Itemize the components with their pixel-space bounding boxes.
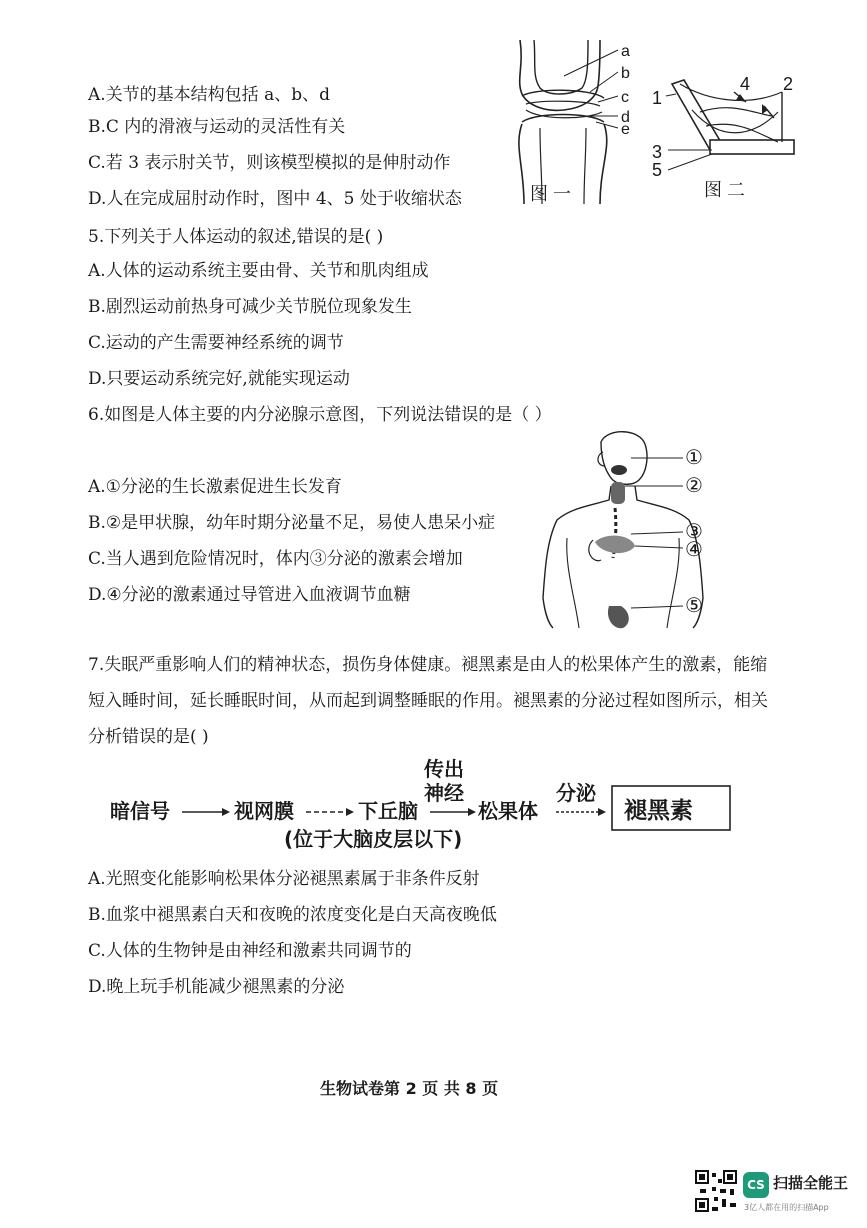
flow-hypothalamus-note: (位于大脑皮层以下) bbox=[284, 827, 463, 851]
page-footer: 生物试卷第 2 页 共 8 页 bbox=[320, 1079, 499, 1098]
fig1-caption: 图 一 bbox=[530, 184, 572, 204]
gland-label-2: ② bbox=[685, 475, 703, 497]
fig1-label-a: a bbox=[621, 43, 630, 60]
flow-arrow-label-secrete: 分泌 bbox=[556, 781, 596, 805]
fig2-label-5: 5 bbox=[652, 160, 663, 180]
q5-option-c: C.运动的产生需要神经系统的调节 bbox=[88, 333, 344, 353]
q5-option-b: B.剧烈运动前热身可减少关节脱位现象发生 bbox=[88, 297, 412, 317]
q7-option-d: D.晚上玩手机能减少褪黑素的分泌 bbox=[88, 977, 345, 997]
q6-option-b: B.②是甲状腺，幼年时期分泌量不足，易使人患呆小症 bbox=[88, 513, 496, 533]
flow-arrow-label-line-1: 传出 bbox=[424, 757, 464, 781]
q6-stem: 6.如图是人体主要的内分泌腺示意图，下列说法错误的是（ ） bbox=[88, 405, 552, 425]
flow-step-retina: 视网膜 bbox=[234, 799, 294, 823]
scanner-logo-icon: CS bbox=[743, 1172, 769, 1198]
fig2-label-2: 2 bbox=[783, 74, 794, 94]
scanner-tagline: 3亿人都在用的扫描App bbox=[744, 1203, 829, 1212]
q4-option-b: B.C 内的滑液与运动的灵活性有关 bbox=[88, 117, 346, 137]
q6-option-a: A.①分泌的生长激素促进生长发育 bbox=[88, 477, 342, 497]
flow-product-melatonin: 褪黑素 bbox=[624, 798, 693, 824]
flow-step-pineal: 松果体 bbox=[478, 799, 538, 823]
endocrine-glands-diagram bbox=[535, 428, 715, 634]
q4-option-d: D.人在完成屈肘动作时，图中 4、5 处于收缩状态 bbox=[88, 189, 462, 209]
q7-option-a: A.光照变化能影响松果体分泌褪黑素属于非条件反射 bbox=[88, 869, 480, 889]
q7-option-c: C.人体的生物钟是由神经和激素共同调节的 bbox=[88, 941, 412, 961]
fig1-label-d: d bbox=[621, 109, 630, 126]
q5-option-d: D.只要运动系统完好,就能实现运动 bbox=[88, 369, 350, 389]
figure-2-arm-model bbox=[640, 72, 810, 202]
fig1-label-c: c bbox=[621, 89, 629, 106]
fig2-label-1: 1 bbox=[652, 88, 663, 108]
q5-stem: 5.下列关于人体运动的叙述,错误的是( ) bbox=[88, 227, 384, 247]
gland-label-5: ⑤ bbox=[685, 595, 703, 617]
gland-label-4: ④ bbox=[685, 539, 703, 561]
q7-stem-line-3: 分析错误的是( ) bbox=[88, 727, 209, 747]
fig1-label-e: e bbox=[621, 121, 630, 138]
q7-option-b: B.血浆中褪黑素白天和夜晚的浓度变化是白天高夜晚低 bbox=[88, 905, 497, 925]
q5-option-a: A.人体的运动系统主要由骨、关节和肌肉组成 bbox=[88, 261, 429, 281]
flow-step-dark-signal: 暗信号 bbox=[110, 799, 170, 823]
flow-arrow-label-line-2: 神经 bbox=[424, 781, 464, 805]
fig2-label-4: 4 bbox=[740, 74, 751, 94]
fig2-label-3: 3 bbox=[652, 142, 663, 162]
figure-1-joint-diagram bbox=[500, 36, 640, 206]
q6-option-c: C.当人遇到危险情况时，体内③分泌的激素会增加 bbox=[88, 549, 463, 569]
fig2-caption: 图 二 bbox=[704, 180, 746, 200]
q7-stem-line-1: 7.失眠严重影响人们的精神状态，损伤身体健康。褪黑素是由人的松果体产生的激素，能缩 bbox=[88, 655, 768, 675]
q7-stem-line-2: 短入睡时间，延长睡眠时间，从而起到调整睡眠的作用。褪黑素的分泌过程如图所示，相关 bbox=[88, 691, 768, 711]
flow-step-hypothalamus: 下丘脑 bbox=[358, 799, 418, 823]
q4-option-a: A.关节的基本结构包括 a、b、d bbox=[88, 85, 330, 105]
melatonin-flow-diagram bbox=[110, 756, 750, 856]
gland-label-1: ① bbox=[685, 447, 703, 469]
scanner-brand-name: 扫描全能王 bbox=[773, 1174, 849, 1192]
qr-code-icon bbox=[694, 1169, 738, 1213]
q4-option-c: C.若 3 表示肘关节，则该模型模拟的是伸肘动作 bbox=[88, 153, 451, 173]
fig1-label-b: b bbox=[621, 65, 630, 82]
q6-option-d: D.④分泌的激素通过导管进入血液调节血糖 bbox=[88, 585, 411, 605]
gland-label-3: ③ bbox=[685, 521, 703, 543]
